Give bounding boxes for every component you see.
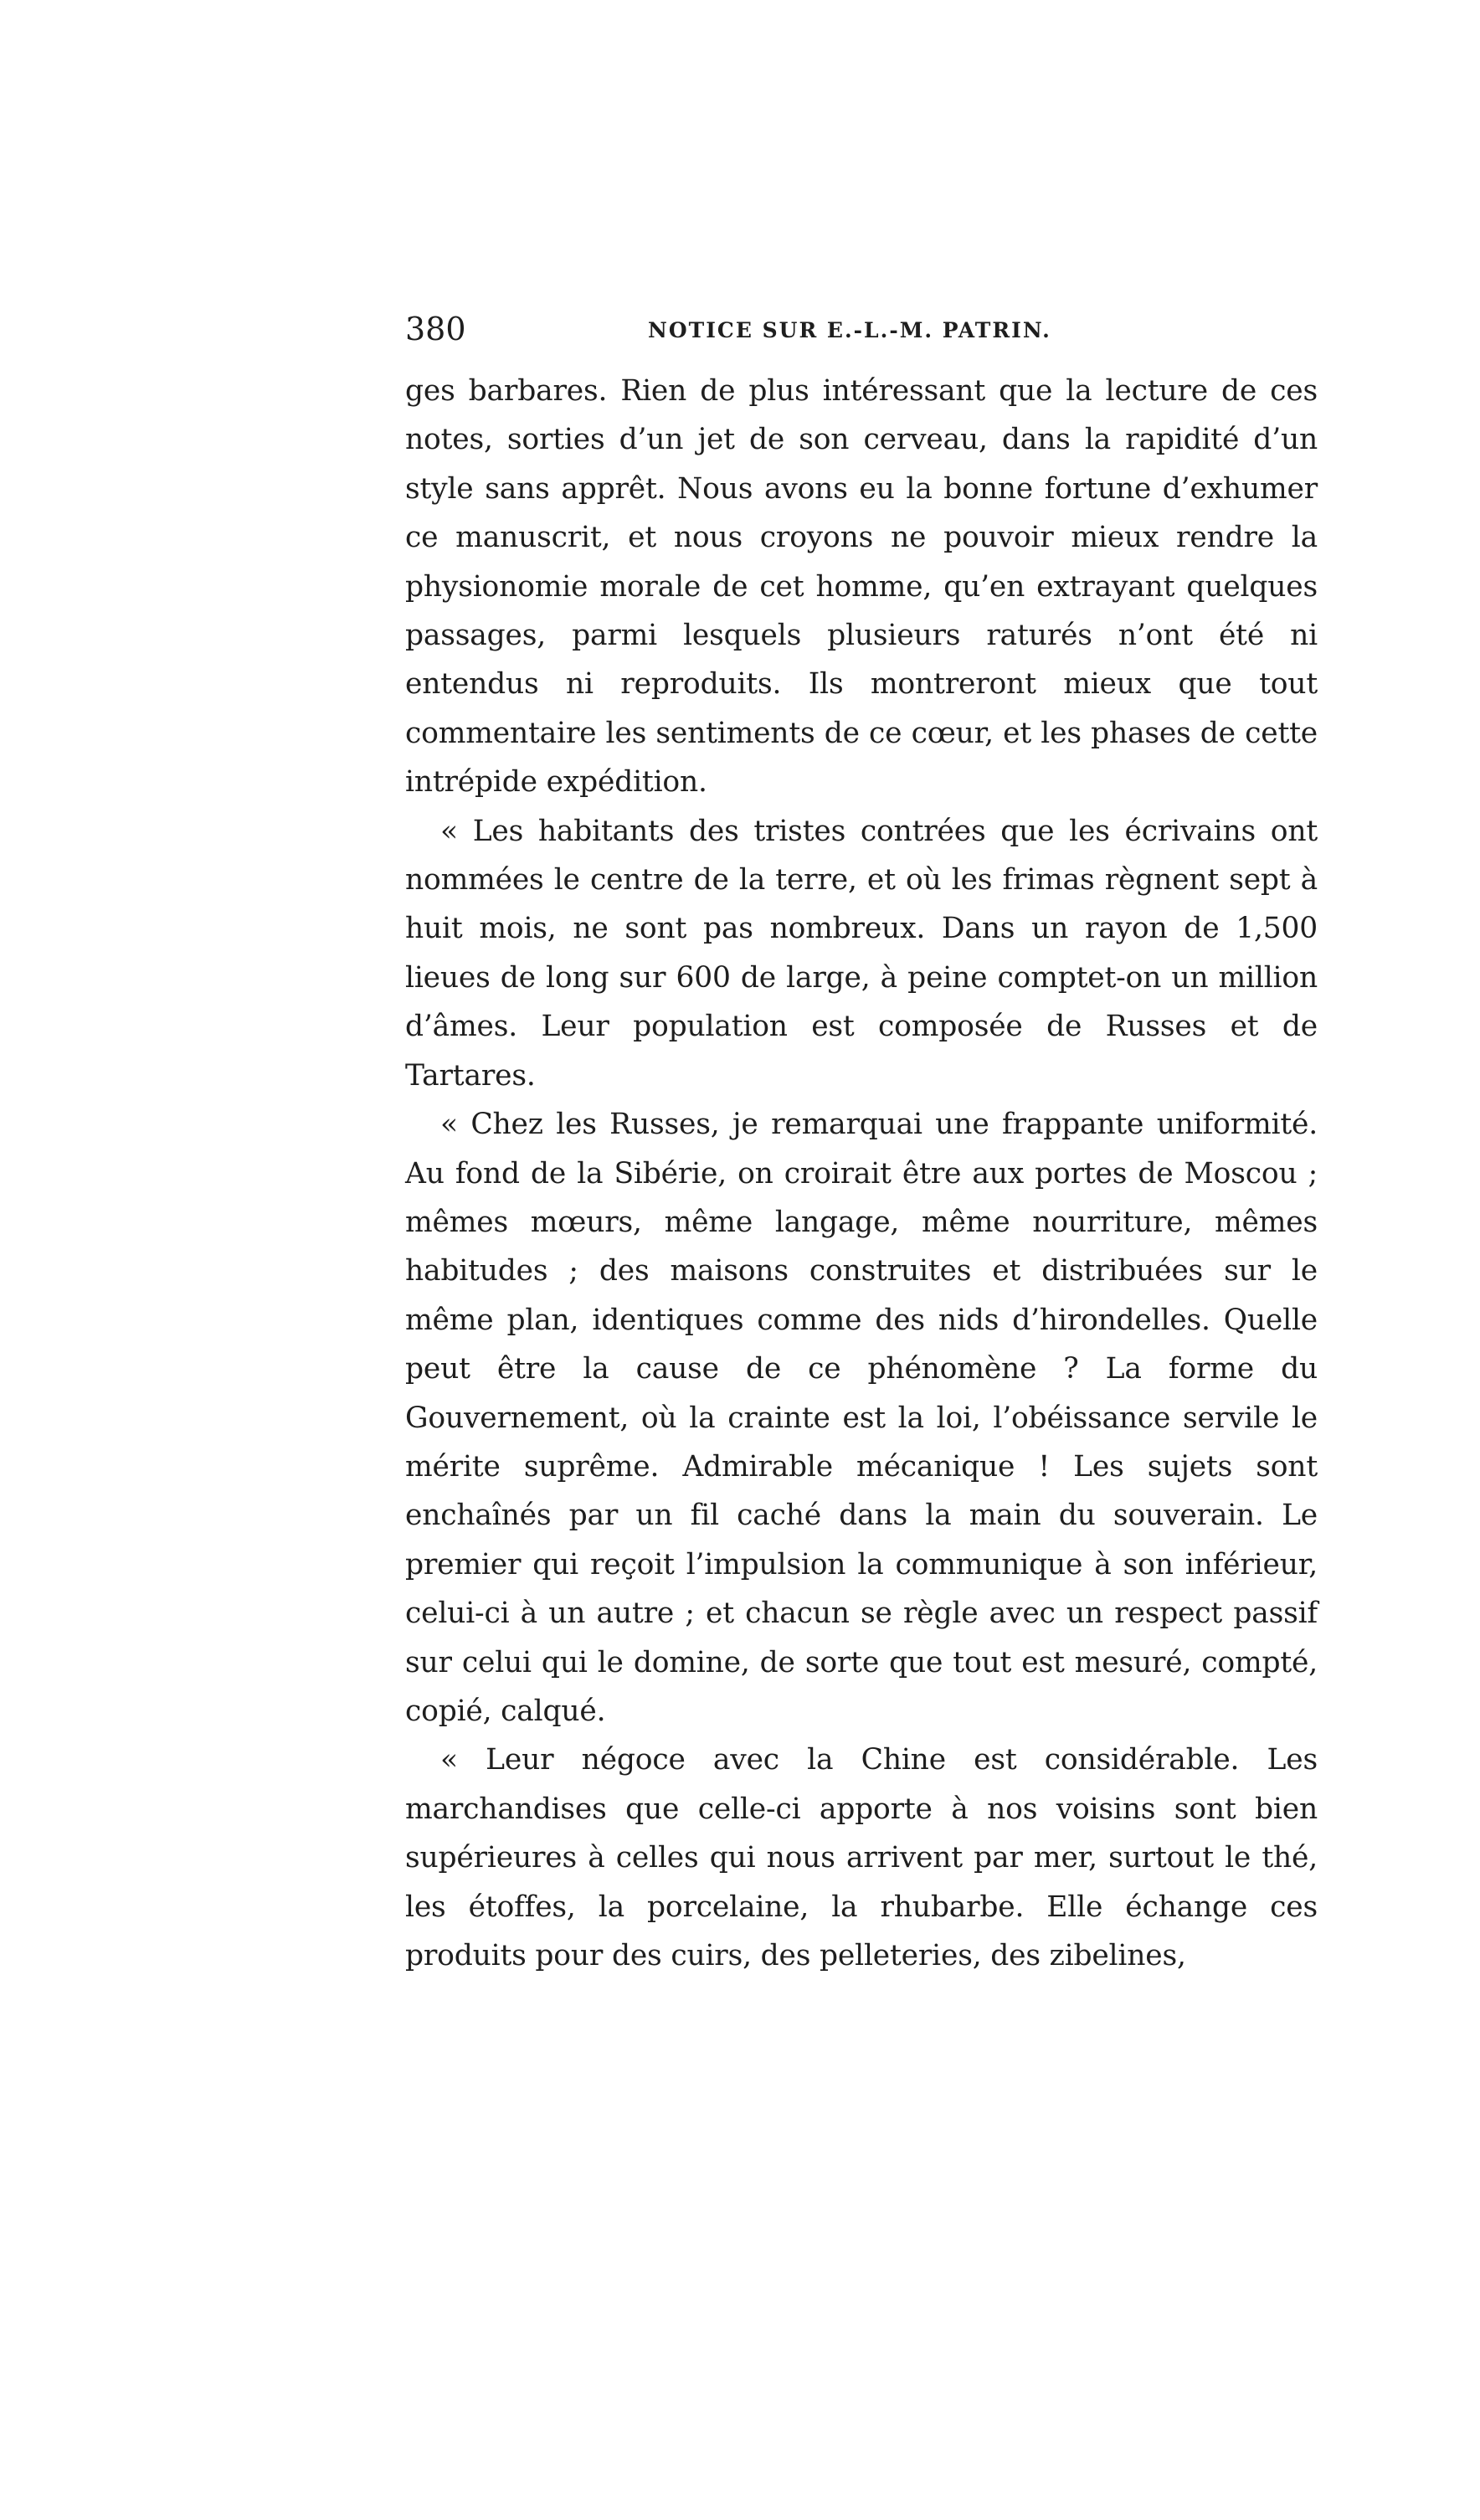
running-title: NOTICE SUR E.-L.-M. PATRIN. <box>648 318 1051 342</box>
paragraph-4: « Leur négoce avec la Chine est considérable. Les marchandises que celle-ci apporte à nos voisins sont bien supérieures à celles qui nous arrivent par mer, surtout le thé, les étoffes, la porcelaine, la rhubarbe. Elle échange ces produits pour des cuirs, des pelleteries, des zibelines, <box>405 1743 1318 1972</box>
page-number: 380 <box>405 311 466 347</box>
paragraph-1: ges barbares. Rien de plus intéressant que la lecture de ces notes, sorties d’un jet de son cerveau, dans la rapidité d’un style sans apprêt. Nous avons eu la bonne fortune d’exhumer ce manuscrit, et nous croyons ne pouvoir mieux rendre la physionomie morale de cet homme, qu’en extrayant quelques passages, parmi lesquels plusieurs raturés n’ont été ni entendus ni reproduits. Ils montreront mieux que tout commentaire les sentiments de ce cœur, et les phases de cette intrépide expédition. <box>405 374 1318 800</box>
body-text <box>405 367 1318 1980</box>
running-head <box>405 308 1075 350</box>
paragraph-2: « Les habitants des tristes contrées que les écrivains ont nommées le centre de la terre, et où les frimas règnent sept à huit mois, ne sont pas nombreux. Dans un rayon de 1,500 lieues de long sur 600 de large, à peine comptet-on un million d’âmes. Leur population est composée de Russes et de Tartares. <box>405 814 1318 1093</box>
paragraph-3: « Chez les Russes, je remarquai une frappante uniformité. Au fond de la Sibérie, on croirait être aux portes de Moscou ; mêmes mœurs, même langage, même nourriture, mêmes habitudes ; des maisons construites et distribuées sur le même plan, identiques comme des nids d’hirondelles. Quelle peut être la cause de ce phénomène ? La forme du Gouvernement, où la crainte est la loi, l’obéissance servile le mérite suprême. Admirable mécanique ! Les sujets sont enchaînés par un fil caché dans la main du souverain. Le premier qui reçoit l’impulsion la communique à son inférieur, celui-ci à un autre ; et chacun se règle avec un respect passif sur celui qui le domine, de sorte que tout est mesuré, compté, copié, calqué. <box>405 1108 1318 1728</box>
